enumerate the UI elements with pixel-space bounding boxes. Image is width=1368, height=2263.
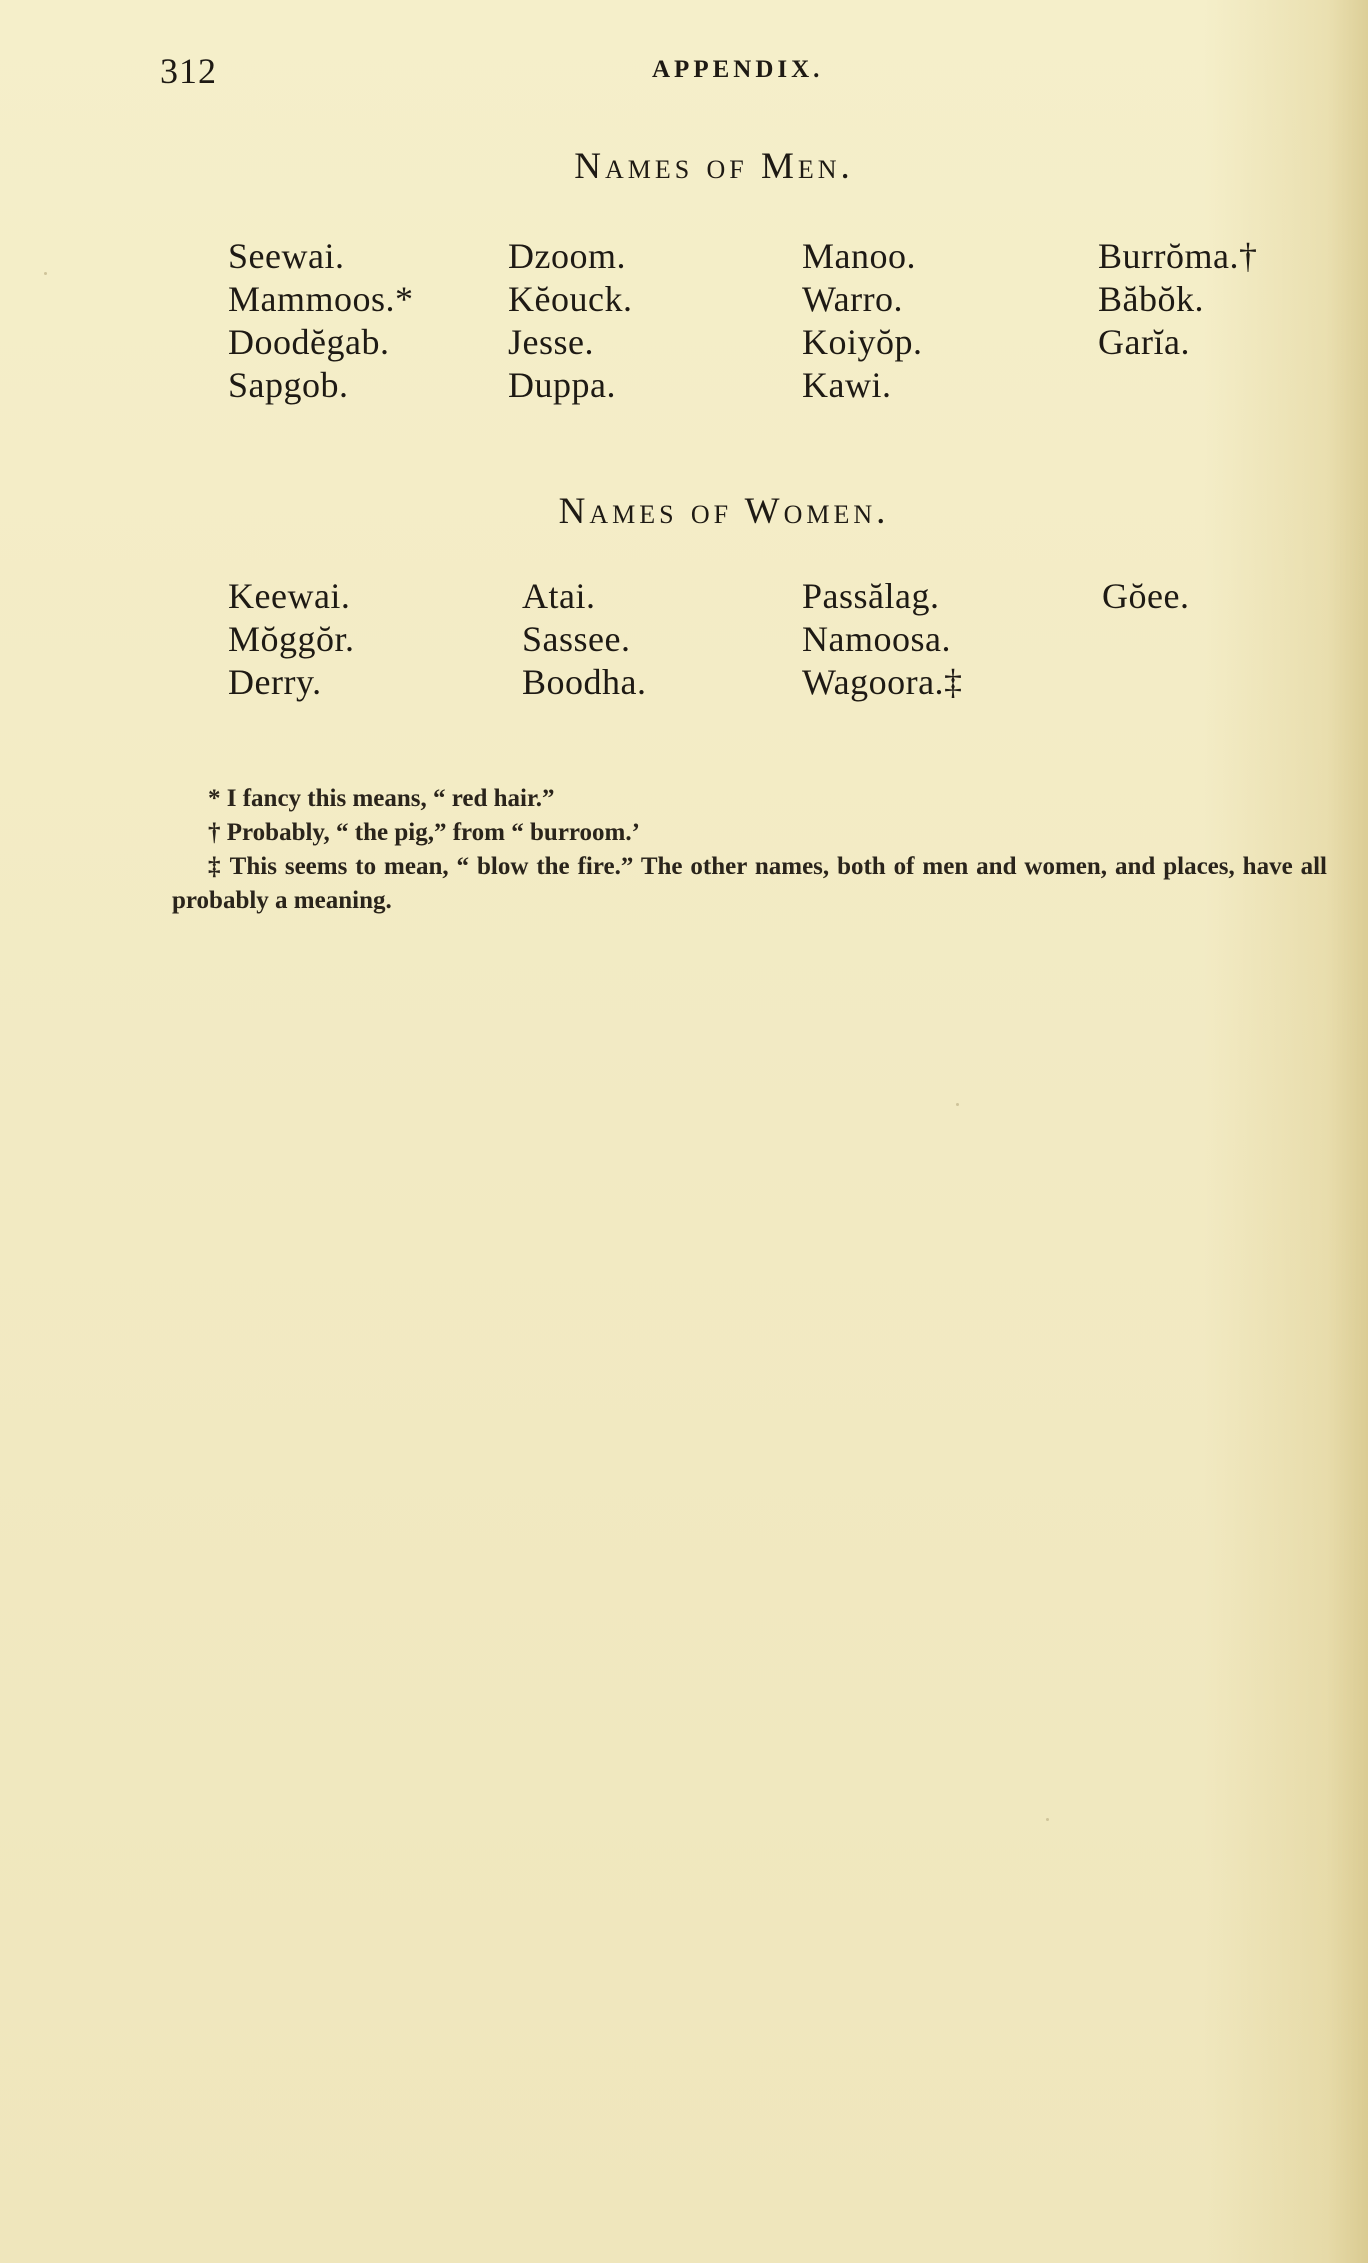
- women-names-column-4: [1102, 575, 1189, 618]
- name-entry: Doodĕgab.: [228, 322, 390, 362]
- running-head: [160, 50, 1220, 90]
- women-names-column-1: [228, 575, 355, 704]
- name-entry: Derry.: [228, 662, 322, 702]
- name-entry: Garĭa.: [1098, 322, 1190, 362]
- name-entry: Jesse.: [508, 322, 594, 362]
- name-entry: Kawi.: [802, 365, 892, 405]
- name-entry: Gŏee.: [1102, 576, 1190, 616]
- name-entry: Boodha.: [522, 662, 647, 702]
- name-entry: Mammoos.*: [228, 279, 414, 319]
- name-entry: Duppa.: [508, 365, 616, 405]
- name-entry: Atai.: [522, 576, 596, 616]
- running-title: APPENDIX.: [652, 56, 824, 83]
- name-entry: Sapgob.: [228, 365, 349, 405]
- men-names-heading: Names of Men.: [574, 146, 854, 187]
- men-names-column-2: [508, 235, 632, 407]
- name-entry: Seewai.: [228, 236, 345, 276]
- name-entry: Mŏggŏr.: [228, 619, 355, 659]
- women-names-column-3: [802, 575, 963, 704]
- paper-speck: [956, 1103, 959, 1106]
- footnotes: [172, 782, 1327, 918]
- name-entry: Dzoom.: [508, 236, 626, 276]
- women-names-column-2: [522, 575, 647, 704]
- paper-speck: [1046, 1818, 1049, 1821]
- name-entry: Burrŏma.†: [1098, 236, 1258, 276]
- name-entry: Namoosa.: [802, 619, 951, 659]
- footnote-asterisk: * I fancy this means, “ red hair.”: [208, 785, 555, 812]
- name-entry: Warro.: [802, 279, 904, 319]
- men-names-column-3: [802, 235, 923, 407]
- page-number: 312: [160, 51, 217, 91]
- name-entry: Wagoora.‡: [802, 662, 963, 702]
- men-names-column-1: [228, 235, 414, 407]
- name-entry: Manoo.: [802, 236, 916, 276]
- name-entry: Băbŏk.: [1098, 279, 1204, 319]
- paper-speck: [44, 272, 47, 275]
- footnote-dagger: † Probably, “ the pig,” from “ burroom.’: [208, 819, 640, 846]
- footnote-double-dagger: ‡ This seems to mean, “ blow the fire.” The other names, both of men and women, and places, have all probably a meaning.: [172, 853, 1327, 914]
- name-entry: Keewai.: [228, 576, 351, 616]
- men-names-column-4: [1098, 235, 1257, 364]
- women-names-heading: Names of Women.: [558, 491, 890, 532]
- name-entry: Passălag.: [802, 576, 940, 616]
- name-entry: Koiyŏp.: [802, 322, 923, 362]
- name-entry: Sassee.: [522, 619, 631, 659]
- name-entry: Kĕouck.: [508, 279, 633, 319]
